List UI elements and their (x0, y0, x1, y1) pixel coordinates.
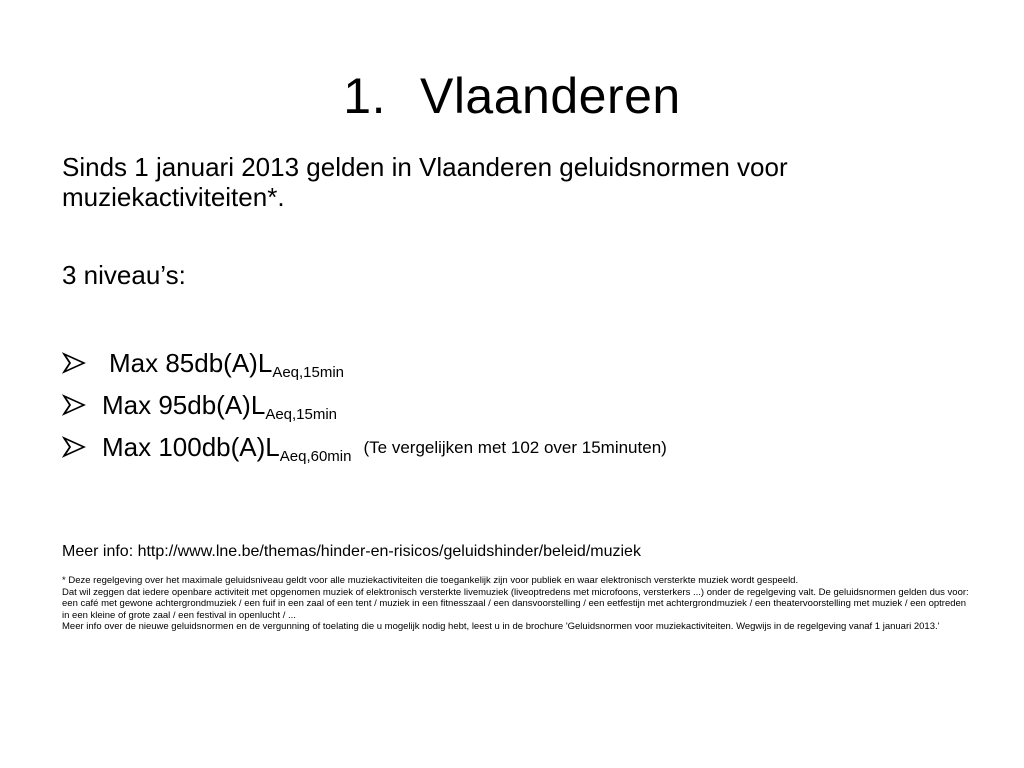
level-value: Max 100db(A)L (102, 432, 280, 462)
title-number: 1. (343, 68, 386, 124)
level-item-1 (62, 342, 972, 384)
arrow-bullet-icon (62, 436, 88, 458)
footnote-paragraph: een café met gewone achtergrondmuziek / een fuif in een zaal of een tent / muziek in een fitnesszaal / een dansvoorstelling / een eetfestijn met achtergrondmuziek / een theatervoorstelling met muziek / een optreden in een kleine of grote zaal / een festival in openlucht / ... (62, 598, 967, 621)
level-item-3 (62, 426, 972, 469)
level-subscript: Aeq,60min (279, 448, 352, 465)
footnote-paragraph: Dat wil zeggen dat iedere openbare activiteit met opgenomen muziek of elektronisch versterkte livemuziek (liveoptredens met microfoons, versterkers ...) onder de regelgeving valt. De geluidsnormen gelden dus voor: (62, 586, 969, 598)
level-subscript: Aeq,15min (265, 406, 338, 423)
level-subscript: Aeq,15min (272, 364, 345, 381)
footnotes (62, 575, 972, 633)
level-value: Max 95db(A)L (102, 390, 266, 420)
more-info-link-text: Meer info: http://www.lne.be/themas/hinder-en-risicos/geluidshinder/beleid/muziek (62, 543, 641, 560)
arrow-bullet-icon (62, 352, 88, 374)
title-text: Vlaanderen (419, 68, 681, 124)
level-note: (Te vergelijken met 102 over 15minuten) (363, 438, 667, 457)
slide-title (0, 62, 1024, 130)
level-item-2 (62, 384, 972, 426)
slide-content (62, 152, 972, 633)
footnote-paragraph: * Deze regelgeving over het maximale geluidsniveau geldt voor alle muziekactiviteiten die toegankelijk zijn voor publiek en waar elektronisch versterkte muziek wordt gespeeld. (62, 575, 799, 586)
footnote-paragraph: Meer info over de nieuwe geluidsnormen en de vergunning of toelating die u mogelijk nodig hebt, leest u in de brochure 'Geluidsnormen voor muziekactiviteiten. Wegwijs in de regelgeving vanaf 1 januari 2013.' (62, 621, 940, 632)
arrow-bullet-icon (62, 394, 88, 416)
levels-list (62, 342, 972, 469)
levels-heading: 3 niveau’s: (62, 260, 186, 290)
level-value: Max 85db(A)L (109, 348, 273, 378)
intro-text: Sinds 1 januari 2013 gelden in Vlaanderen geluidsnormen voor muziekactiviteiten*. (62, 152, 788, 212)
